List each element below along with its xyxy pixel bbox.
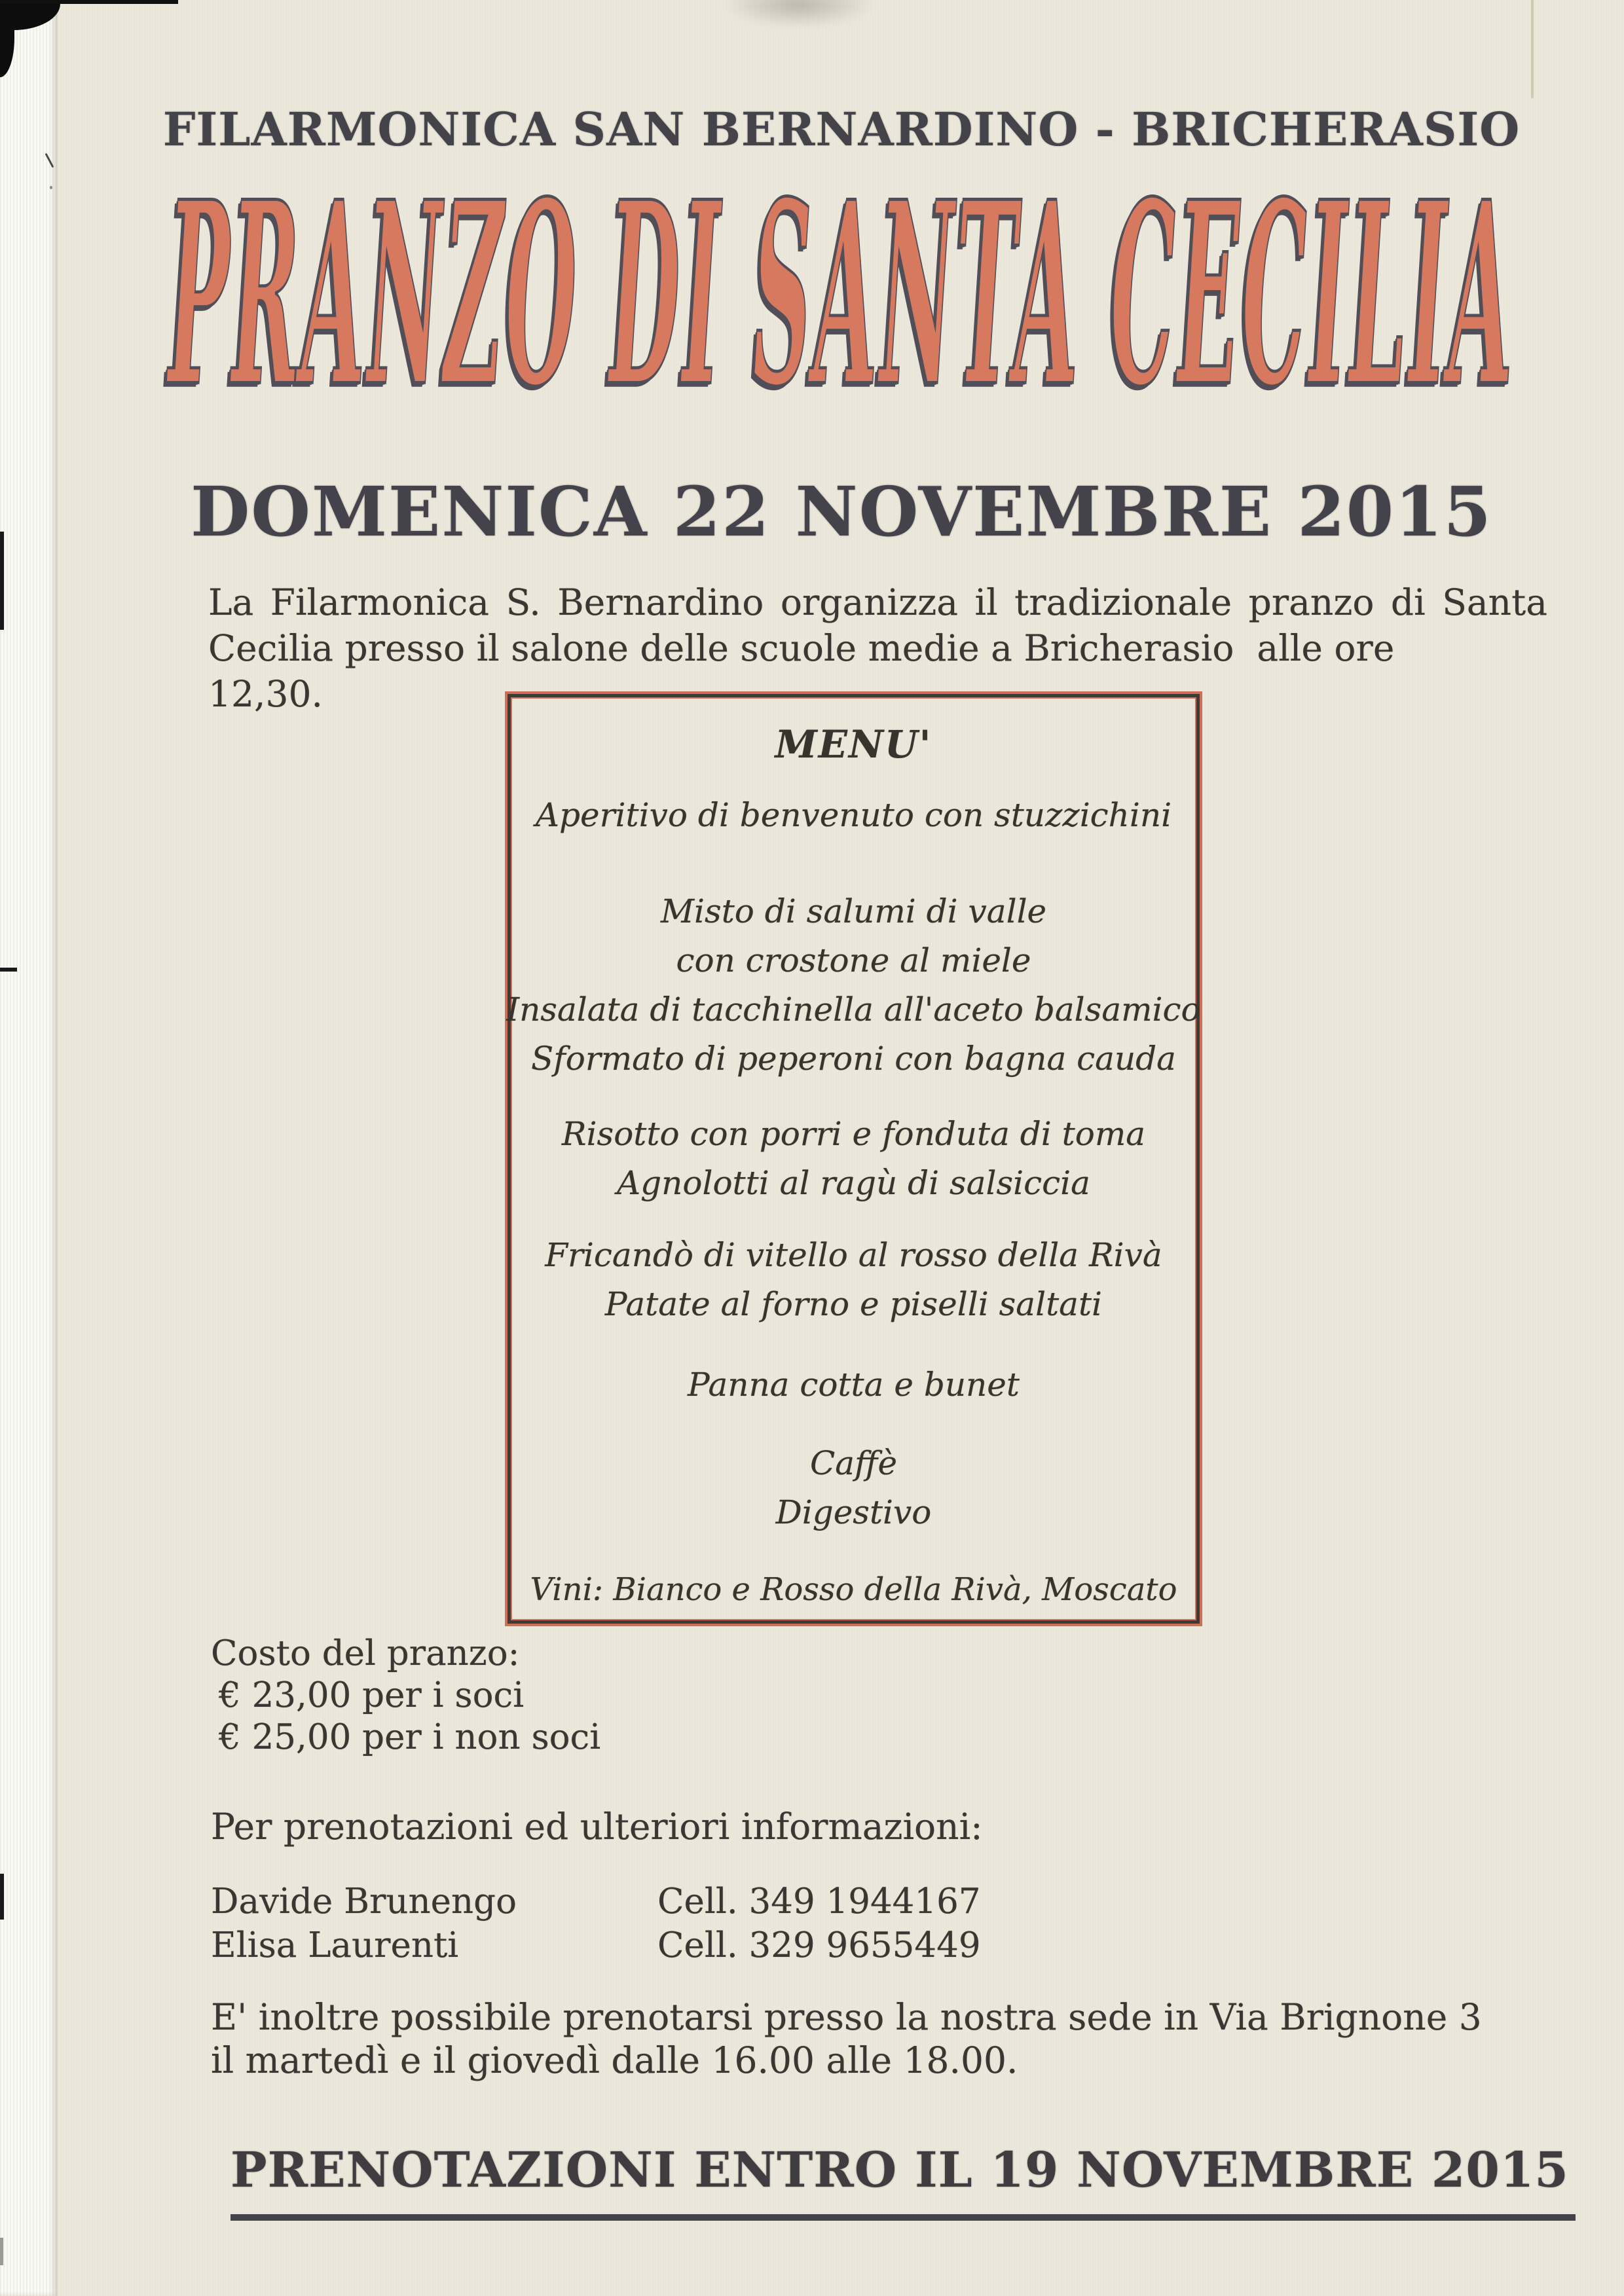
menu-item: Digestivo [775, 1493, 932, 1531]
menu-item: Aperitivo di benvenuto con stuzzichini [535, 796, 1172, 834]
menu-item: Risotto con porri e fonduta di toma [561, 1115, 1146, 1153]
scan-edge-mark [0, 2238, 3, 2265]
price-non-members: € 25,00 per i non soci [219, 1717, 601, 1757]
menu-group-secondi [545, 1231, 1162, 1329]
menu-group-dolce [688, 1360, 1020, 1410]
deadline-banner: PRENOTAZIONI ENTRO IL 19 NOVEMBRE 2015 [231, 2142, 1576, 2221]
intro-line-2: Cecilia presso il salone delle scuole medie a Bricherasio alle ore 12,30. [208, 627, 1406, 715]
menu-item: con crostone al miele [676, 941, 1031, 979]
booking-note-line-2: il martedì e il giovedì dalle 16.00 alle 18.00. [211, 2039, 1018, 2081]
organization-header: FILARMONICA SAN BERNARDINO - BRICHERASIO [162, 102, 1521, 156]
menu-item: Panna cotta e bunet [688, 1366, 1020, 1404]
booking-note-line-1: E' inoltre possibile prenotarsi presso la nostra sede in Via Brignone 3 [211, 1996, 1482, 2038]
event-title-band [59, 147, 1624, 443]
menu-item: Agnolotti al ragù di salsiccia [617, 1164, 1090, 1202]
contact-name: Elisa Laurenti [211, 1925, 459, 1965]
booking-note [211, 1995, 1482, 2082]
scan-edge-mark [0, 1874, 4, 1920]
menu-item: Insalata di tacchinella all'aceto balsamico [506, 991, 1201, 1029]
event-date: DOMENICA 22 NOVEMBRE 2015 [191, 471, 1492, 552]
event-title: PRANZO DI SANTA CECILIA [168, 147, 1515, 443]
booking-info-heading: Per prenotazioni ed ulteriori informazioni: [211, 1806, 983, 1848]
menu-item: Fricandò di vitello al rosso della Rivà [545, 1236, 1162, 1274]
menu-group-antipasti [506, 887, 1200, 1084]
scanner-edge-strip [0, 0, 58, 2296]
paper-crease [1531, 0, 1534, 98]
contact-list [211, 1880, 981, 1967]
menu-box [507, 694, 1200, 1624]
menu-group-caffe [776, 1439, 932, 1537]
contact-phone: Cell. 329 9655449 [657, 1925, 981, 1965]
menu-item: Sformato di peperoni con bagna cauda [530, 1040, 1176, 1078]
price-members: € 23,00 per i soci [219, 1675, 525, 1715]
intro-line-1: La Filarmonica S. Bernardino organizza il tradizionale pranzo di Santa [208, 581, 1547, 623]
scanner-top-edge [0, 0, 178, 4]
pricing-section [211, 1633, 600, 1758]
menu-wines: Vini: Bianco e Rosso della Rivà, Moscato [530, 1571, 1177, 1608]
contact-row [211, 1923, 981, 1967]
contact-row [211, 1880, 981, 1923]
contact-name: Davide Brunengo [211, 1882, 517, 1922]
menu-heading: MENU' [775, 722, 932, 767]
menu-item: Patate al forno e piselli saltati [604, 1285, 1103, 1323]
menu-group-primi [562, 1110, 1145, 1208]
menu-item: Misto di salumi di valle [660, 892, 1047, 930]
scan-edge-mark [0, 968, 17, 972]
contact-phone: Cell. 349 1944167 [657, 1882, 981, 1922]
scan-smudge [724, 0, 874, 27]
scan-edge-mark [0, 532, 4, 630]
menu-group-aperitivo [536, 791, 1172, 840]
menu-item: Caffè [809, 1444, 898, 1482]
pen-dot [50, 186, 52, 189]
pricing-heading: Costo del pranzo: [211, 1633, 520, 1673]
